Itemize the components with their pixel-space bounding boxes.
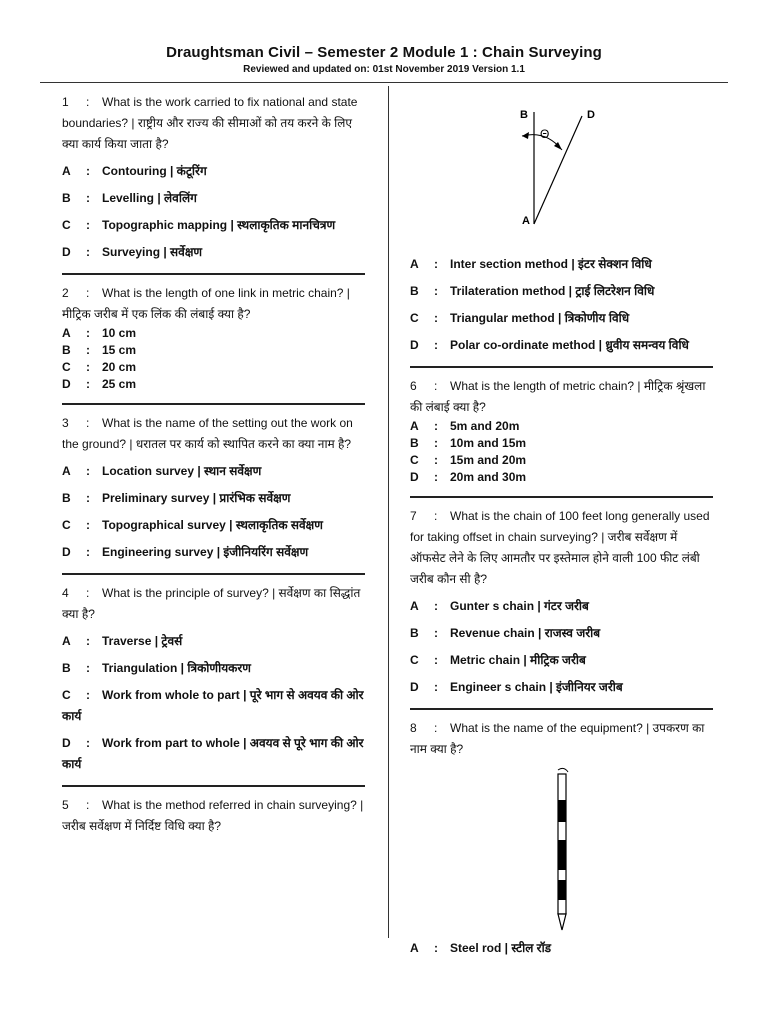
option-a: A : 5m and 20m xyxy=(410,419,520,433)
option-a: A : Gunter s chain | गंटर जरीब xyxy=(410,599,589,613)
option-d: D : Polar co-ordinate method | ध्रुवीय समन्वय विधि xyxy=(410,338,689,352)
question-stem: 8 : What is the name of the equipment? | उपकरण का नाम क्या है? xyxy=(410,721,705,756)
option-b: B : Preliminary survey | प्रारंभिक सर्वेक्षण xyxy=(62,491,291,505)
page-title: Draughtsman Civil – Semester 2 Module 1 : Chain Surveying xyxy=(166,44,602,61)
left-column xyxy=(62,92,365,847)
option-d: D : 25 cm xyxy=(62,377,137,391)
question-divider xyxy=(62,273,365,275)
question-divider xyxy=(62,573,365,575)
option-b: B : 10m and 15m xyxy=(410,436,527,450)
header-divider xyxy=(40,82,728,83)
option-d: D : Work from part to whole | अवयव से पूरे भाग की ओर कार्य xyxy=(62,736,364,771)
option-c: C : Topographical survey | स्थलाकृतिक सर्वेक्षण xyxy=(62,518,323,532)
angle-diagram xyxy=(462,92,662,232)
rod-band xyxy=(558,880,566,900)
option-c: C : Triangular method | त्रिकोणीय विधि xyxy=(410,311,630,325)
question-stem: 2 : What is the length of one link in metric chain? | मीट्रिक जरीब में एक लिंक की लंबाई क्या है? xyxy=(62,286,350,321)
option-d: D : Engineering survey | इंजीनियरिंग सर्वेक्षण xyxy=(62,545,309,559)
question-5 xyxy=(62,795,365,847)
ranging-rod-figure xyxy=(482,766,642,932)
point-d-label: D xyxy=(586,109,595,121)
option-c: C : 15m and 20m xyxy=(410,453,527,467)
option-a: A : Location survey | स्थान सर्वेक्षण xyxy=(62,464,262,478)
column-divider xyxy=(388,86,389,938)
option-b: B : 15 cm xyxy=(62,343,137,357)
question-divider xyxy=(62,403,365,405)
question-stem: 4 : What is the principle of survey? | सर्वेक्षण का सिद्धांत क्या है? xyxy=(62,586,361,621)
question-8 xyxy=(410,718,713,969)
option-c: C : Work from whole to part | पूरे भाग से अवयव की ओर कार्य xyxy=(62,688,364,723)
rod-band xyxy=(558,840,566,870)
question-stem: 1 : What is the work carried to fix national and state boundaries? | राष्ट्रीय और राज्य की सीमाओं को तय करने के लिए क्या कार्य किया जाता है? xyxy=(62,95,358,151)
rod-hook xyxy=(558,768,568,772)
option-d: D : 20m and 30m xyxy=(410,470,527,484)
question-divider xyxy=(410,708,713,710)
question-4 xyxy=(62,583,365,785)
question-stem: 5 : What is the method referred in chain surveying? | जरीब सर्वेक्षण में निर्दिष्ट विधि क्या है? xyxy=(62,798,364,833)
question-2 xyxy=(62,283,365,403)
option-b: B : Trilateration method | ट्राई लिटरेशन विधि xyxy=(410,284,655,298)
right-column xyxy=(410,92,713,969)
option-a: A : Traverse | ट्रेवर्स xyxy=(62,634,183,648)
option-a: A : Inter section method | इंटर सेक्शन विधि xyxy=(410,257,652,271)
option-a: A : Steel rod | स्टील रॉड xyxy=(410,941,552,955)
question-divider xyxy=(410,496,713,498)
option-d: D : Surveying | सर्वेक्षण xyxy=(62,245,203,259)
option-a: A : 10 cm xyxy=(62,326,137,340)
question-divider xyxy=(62,785,365,787)
question-1 xyxy=(62,92,365,273)
option-c: C : Metric chain | मीट्रिक जरीब xyxy=(410,653,586,667)
question-stem: 3 : What is the name of the setting out the work on the ground? | धरातल पर कार्य को स्थापित करने का क्या नाम है? xyxy=(62,416,353,451)
question-7 xyxy=(410,506,713,708)
arrow-head-left xyxy=(522,132,529,139)
question-stem: 6 : What is the length of metric chain? | मीट्रिक श्रृंखला की लंबाई क्या है? xyxy=(410,379,706,414)
point-a-label: A xyxy=(521,215,530,227)
point-b-label: B xyxy=(519,109,528,121)
theta-label: Θ xyxy=(539,127,549,141)
question-stem: 7 : What is the chain of 100 feet long generally used for taking offset in chain surveying? | जरीब सर्वेक्षण में ऑफसेट लेने के लिए आमतौर पर इस्तेमाल होने वाली 100 फीट लंबी जरीब कौन सी है? xyxy=(410,509,710,586)
rod-tip xyxy=(558,914,566,930)
option-c: C : Topographic mapping | स्थलाकृतिक मानचित्रण xyxy=(62,218,336,232)
option-c: C : 20 cm xyxy=(62,360,137,374)
option-b: B : Triangulation | त्रिकोणीयकरण xyxy=(62,661,251,675)
option-d: D : Engineer s chain | इंजीनियर जरीब xyxy=(410,680,623,694)
page-subtitle: Reviewed and updated on: 01st November 2019 Version 1.1 xyxy=(243,64,525,75)
question-3 xyxy=(62,413,365,573)
question-6 xyxy=(410,376,713,496)
page-header xyxy=(0,44,768,75)
rod-band xyxy=(558,800,566,822)
option-a: A : Contouring | कंटूरिंग xyxy=(62,164,207,178)
question-5-options xyxy=(410,254,713,366)
question-divider xyxy=(410,366,713,368)
option-b: B : Revenue chain | राजस्व जरीब xyxy=(410,626,601,640)
option-b: B : Levelling | लेवलिंग xyxy=(62,191,197,205)
